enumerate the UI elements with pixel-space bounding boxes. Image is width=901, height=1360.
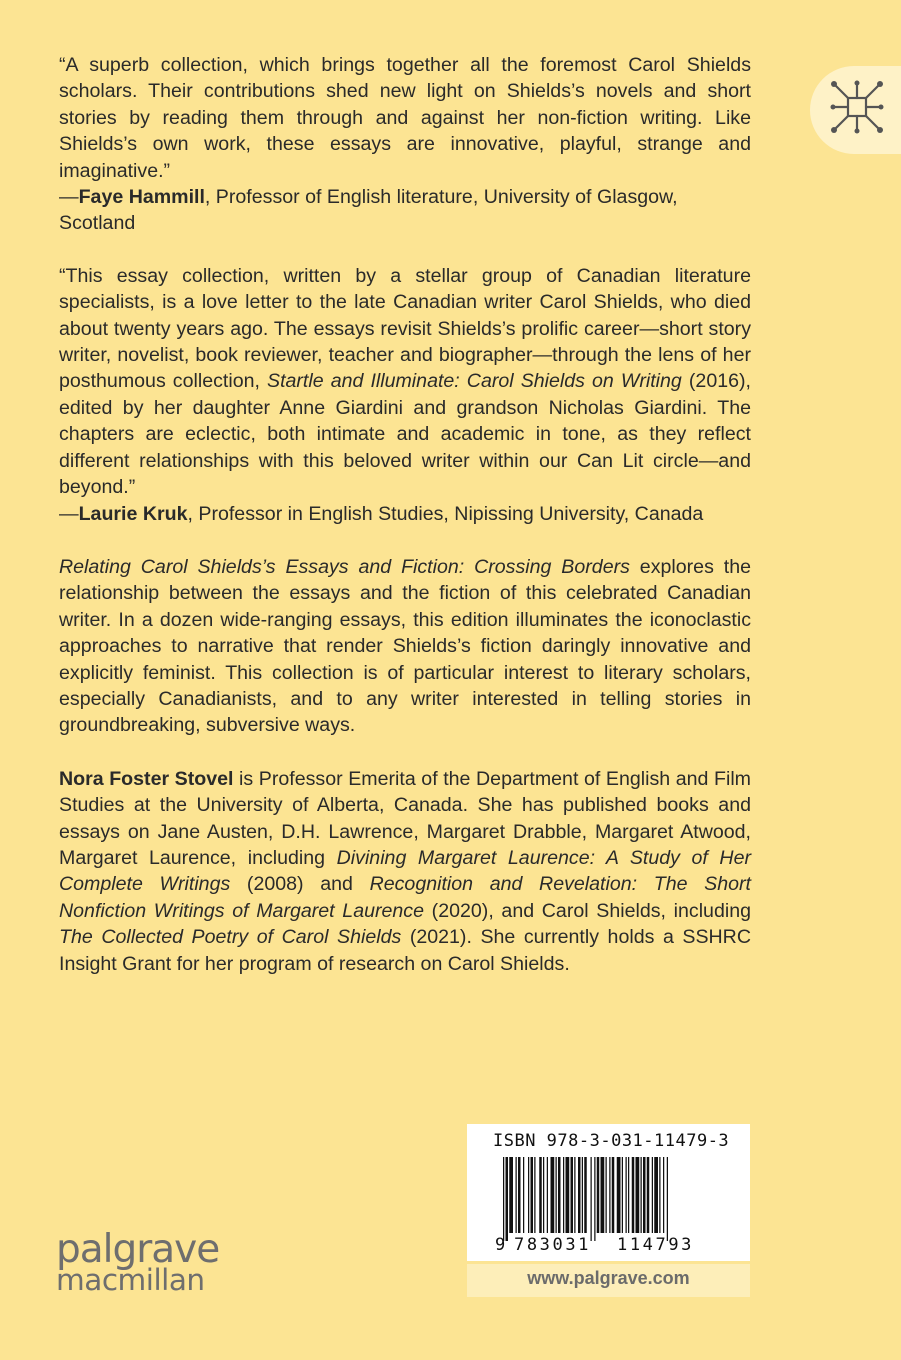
- barcode-bar: [556, 1157, 557, 1233]
- barcode-bar: [591, 1157, 592, 1241]
- barcode-bar: [663, 1157, 664, 1233]
- network-node-icon: [828, 78, 886, 136]
- barcode-bar: [643, 1157, 646, 1233]
- barcode-bar: [516, 1157, 517, 1233]
- barcode-bar: [594, 1157, 595, 1241]
- barcode-bar: [578, 1157, 581, 1233]
- barcode-bar: [528, 1157, 529, 1233]
- barcode-bar: [628, 1157, 629, 1233]
- barcode-bar: [566, 1157, 570, 1233]
- barcode-bar: [547, 1157, 548, 1233]
- barcode-bar: [506, 1157, 509, 1241]
- book-title: Startle and Illuminate: Carol Shields on Writing: [267, 370, 682, 393]
- barcode-bar: [654, 1157, 658, 1233]
- barcode-bar: [531, 1157, 534, 1233]
- barcode-bar: [612, 1157, 615, 1233]
- book-title: Relating Carol Shields’s Essays and Fiction: Crossing Borders: [59, 555, 630, 578]
- series-emblem: [810, 66, 901, 154]
- author-bio: Nora Foster Stovel is Professor Emerita of the Department of English and Film Studies at the University of Alberta, Canada. She has published books and essays on Jane Austen, D.H. Lawrence, Margaret Drabble, Margaret Atwood, Margaret Laurence, including Divining Margaret Laurence: A Study of Her Complete Writings (2008) and Recognition and Revelation: The Short Nonfiction Writings of Margaret Laurence (2020), and Carol Shields, including The Collected Poetry of Carol Shields (2021). She currently holds a SSHRC Insight Grant for her program of research on Carol Shields.: [59, 767, 751, 975]
- barcode-bar: [626, 1157, 627, 1233]
- barcode-bar: [617, 1157, 621, 1233]
- barcode-bar: [574, 1157, 575, 1233]
- barcode-bar: [636, 1157, 640, 1233]
- barcode-bar: [601, 1157, 605, 1233]
- barcode-bar: [571, 1157, 574, 1233]
- barcode-bar: [582, 1157, 583, 1233]
- barcode-bar: [667, 1157, 668, 1241]
- back-cover-text: [59, 52, 751, 977]
- endorser-name: Laurie Kruk: [78, 502, 188, 525]
- barcode-bar: [551, 1157, 555, 1233]
- endorsement-attribution-2: —Laurie Kruk, Professor in English Studies, Nipissing University, Canada: [59, 502, 704, 525]
- barcode-bar: [539, 1157, 542, 1233]
- barcode-bar: [584, 1157, 587, 1233]
- barcode-bar: [558, 1157, 561, 1233]
- barcode-bar: [509, 1157, 513, 1233]
- barcode-bar: [609, 1157, 610, 1233]
- barcode-bar: [597, 1157, 600, 1233]
- author-name: Nora Foster Stovel: [59, 767, 234, 790]
- endorsement-quote-2: “This essay collection, written by a stellar group of Canadian literature specialists, is a love letter to the late Canadian writer Carol Shields, who died about twenty years ago. The essays revisit Shields’s prolific career—short story writer, novelist, book reviewer, teacher and biographer—through the lens of her posthumous collection, Startle and Illuminate: Carol Shields on Writing (2016), edited by her daughter Anne Giardini and grandson Nicholas Giardini. The chapters are eclectic, both intimate and academic in tone, as they reflect different relationships with this beloved writer within our Can Lit circle—and beyond.”: [59, 264, 751, 499]
- barcode-bar: [641, 1157, 642, 1233]
- barcode-bar: [518, 1157, 521, 1233]
- barcode-bar: [622, 1157, 623, 1233]
- barcode-bar: [503, 1157, 504, 1241]
- endorsement-quote-1: “A superb collection, which brings together all the foremost Carol Shields scholars. Their contributions shed new light on Shields’s novels and short stories by reading them through and against her non-fiction writing. Like Shields’s own work, these essays are innovative, playful, strange and imaginative.”: [59, 54, 751, 182]
- endorsement-attribution-1: —Faye Hammill, Professor of English literature, University of Glasgow, Scotland: [59, 186, 678, 235]
- barcode-bar: [534, 1157, 535, 1233]
- barcode-bar: [632, 1157, 635, 1233]
- isbn-barcode: ISBN 978-3-031-11479-3 9 783031 114793: [467, 1124, 750, 1261]
- book-description: Relating Carol Shields’s Essays and Fiction: Crossing Borders explores the relationship between the essays and the fiction of this celebrated Canadian writer. In a dozen wide-ranging essays, this edition illuminates the iconoclastic approaches to narrative that render Shields’s fiction daringly innovative and explicitly feminist. This collection is of particular interest to literary scholars, especially Canadianists, and to any writer interested in telling stories in groundbreaking, subversive ways.: [59, 555, 752, 737]
- barcode-bar: [563, 1157, 564, 1233]
- endorser-name: Faye Hammill: [78, 186, 205, 209]
- publisher-logo: palgrave macmillan: [56, 1227, 220, 1297]
- barcode-bar: [523, 1157, 524, 1233]
- barcode-bar: [659, 1157, 660, 1233]
- barcode-bar: [652, 1157, 653, 1233]
- barcode-bars: [467, 1124, 750, 1261]
- publisher-website: www.palgrave.com: [467, 1264, 750, 1297]
- barcode-bar: [606, 1157, 607, 1233]
- barcode-bar: [647, 1157, 650, 1233]
- barcode-bar: [543, 1157, 544, 1233]
- isbn-label: ISBN 978-3-031-11479-3: [493, 1131, 730, 1151]
